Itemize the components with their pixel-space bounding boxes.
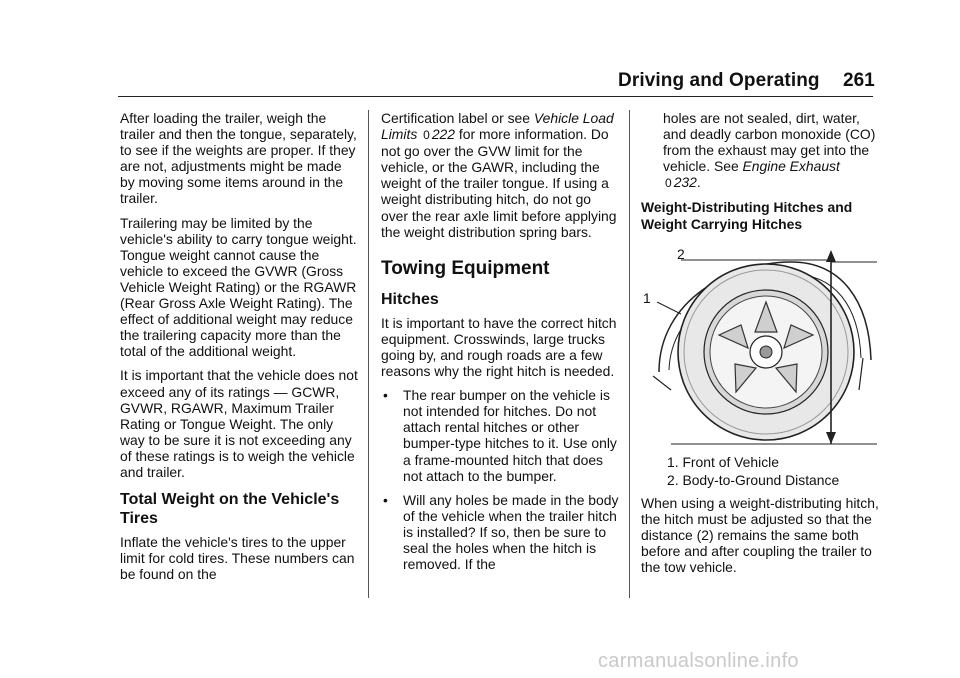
heading-weight-distributing: Weight-Distributing Hitches and Weight Carrying Hitches bbox=[641, 199, 853, 232]
column-3 bbox=[641, 110, 879, 583]
bullet-item: • The rear bumper on the vehicle is not intended for hitches. Do not attach rental hitches or other bumper-type hitches to it. Use only a frame-mounted hitch that does not attach to the bumper. bbox=[383, 387, 617, 484]
wheel-diagram bbox=[641, 240, 879, 450]
paragraph-hitch-adjust: When using a weight-distributing hitch, the hitch must be adjusted so that the distance (2) remains the same both before and after coupling the trailer to the tow vehicle. bbox=[641, 494, 879, 576]
column-divider-1 bbox=[368, 110, 369, 598]
figure-label-2: 2 bbox=[677, 245, 685, 262]
page-ref-222[interactable]: 222 bbox=[431, 126, 456, 143]
page-ref-icon: 0 bbox=[423, 128, 430, 143]
page-number: 261 bbox=[843, 70, 875, 91]
paragraph-tongue-weight: Trailering may be limited by the vehicle's ability to carry tongue weight. Tongue weight cannot cause the vehicle to exceed the GVWR (Gross Vehicle Weight Rating) or the RGAWR (Rear Gross Axle Weight Rating). The effect of additional weight may reduce the trailering capacity more than the total of the additional weight. bbox=[120, 214, 357, 360]
figure-label-1: 1 bbox=[643, 289, 651, 306]
heading-total-weight: Total Weight on the Vehicle's Tires bbox=[120, 491, 340, 528]
paragraph-weigh-trailer: After loading the trailer, weigh the trailer and then the tongue, separately, to see if the weights are proper. If they are not, adjustments might be made by moving some items around in the trailer. bbox=[120, 110, 357, 207]
callout-front-of-vehicle: 1. Front of Vehicle bbox=[667, 453, 779, 470]
callout-body-to-ground: 2. Body-to-Ground Distance bbox=[667, 471, 840, 488]
link-engine-exhaust[interactable]: Engine Exhaust bbox=[742, 158, 840, 175]
page-ref-232[interactable]: 232 bbox=[673, 174, 697, 191]
heading-towing-equipment: Towing Equipment bbox=[381, 257, 550, 279]
paragraph-hitch-equipment: It is important to have the correct hitch equipment. Crosswinds, large trucks going by, and rough roads are a few reasons why the right hitch is needed. bbox=[381, 314, 617, 380]
page-ref-icon: 0 bbox=[665, 176, 672, 191]
paragraph-ratings: It is important that the vehicle does not exceed any of its ratings — GCWR, GVWR, RGAWR, Maximum Trailer Rating or Tongue Weight. The only way to be sure it is not exceeding any of these ratings is to weigh the vehicle and trailer. bbox=[120, 367, 358, 480]
paragraph-exhaust: holes are not sealed, dirt, water, and deadly carbon monoxide (CO) from the exhaust may get into the vehicle. See Engine Exhaust 0 232. bbox=[663, 110, 876, 191]
header-rule bbox=[118, 96, 873, 97]
link-vehicle-load-limits[interactable]: Vehicle Load Limits bbox=[381, 110, 614, 143]
figure-callouts bbox=[641, 454, 879, 489]
paragraph-certification: Certification label or see Vehicle Load Limits 0 222 for more information. Do not go over the GVW limit for the vehicle, or the GAWR, including the weight of the trailer tongue. If using a weight distributing hitch, do not go over the rear axle limit before applying the weight distribution spring bars. bbox=[381, 110, 617, 240]
bullet-item: • Will any holes be made in the body of the vehicle when the trailer hitch is installed? If so, then be sure to seal the holes when the hitch is removed. If the bbox=[383, 491, 619, 573]
column-divider-2 bbox=[629, 110, 630, 598]
wheel-illustration bbox=[641, 240, 879, 450]
watermark: carmanualsonline.info bbox=[598, 650, 799, 672]
paragraph-inflate-tires: Inflate the vehicle's tires to the upper limit for cold tires. These numbers can be found on the bbox=[120, 534, 355, 583]
bullet-icon: • bbox=[383, 387, 388, 404]
column-1 bbox=[120, 110, 358, 590]
heading-hitches: Hitches bbox=[381, 290, 439, 308]
section-title: Driving and Operating bbox=[618, 70, 820, 91]
column-2 bbox=[381, 110, 619, 580]
bullet-icon: • bbox=[383, 491, 388, 508]
